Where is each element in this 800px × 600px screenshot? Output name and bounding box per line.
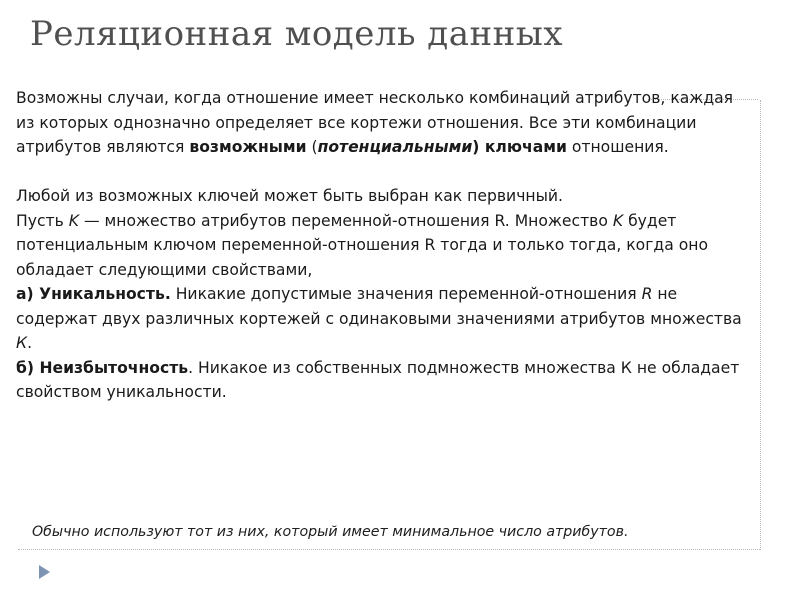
slide-title: Реляционная модель данных [30, 14, 564, 54]
def-text-1: Пусть [16, 211, 69, 230]
var-k3: К [16, 334, 28, 352]
var-k1: K [68, 211, 79, 230]
slide-body [16, 86, 751, 405]
slide-footnote: Обычно используют тот из них, который имеет минимальное число атрибутов. [32, 524, 629, 540]
paragraph-definition [16, 209, 751, 283]
para1-end: отношения. [566, 138, 669, 156]
def-text-2: — множество атрибутов переменной-отношения R. Множество [79, 211, 613, 230]
irreducibility-text: . Никакое из собственных подмножеств множества К не обладает свойством уникальности. [16, 358, 740, 401]
term-keys: ) ключами [472, 138, 567, 156]
triangle-right-icon[interactable] [39, 565, 50, 579]
line-any-key: Любой из возможных ключей может быть выбран как первичный. [16, 187, 564, 205]
uniqueness-label: а) Уникальность. [16, 285, 171, 303]
irreducibility-label: б) Неизбыточность [16, 358, 189, 377]
uniqueness-text-1: Никакие допустимые значения переменной-отношения [170, 285, 642, 303]
decorative-rule-right [760, 100, 761, 550]
def-text-3: будет потенциальным ключом переменной-отношения R тогда и только тогда, когда оно обладает следующими свойствами, [16, 211, 708, 279]
term-possible: возможными [189, 138, 307, 156]
uniqueness-text-2: не содержат двух различных кортежей с одинаковыми значениями атрибутов множества [16, 285, 742, 328]
paragraph-possible-keys [16, 86, 751, 160]
uniqueness-text-3: . [27, 334, 33, 352]
property-irreducibility [16, 356, 751, 405]
para1-text: Возможны случаи, когда отношение имеет несколько комбинаций атрибутов, каждая из которых однозначно определяет все кортежи отношения. Все эти комбинации атрибутов являются [16, 89, 734, 156]
term-potential: потенциальными [317, 138, 473, 156]
spacer [16, 160, 751, 185]
var-k2: K [612, 211, 624, 230]
para1-paren: ( [306, 138, 318, 156]
decorative-rule-bottom [18, 549, 760, 550]
var-r: R [641, 285, 653, 303]
property-uniqueness [16, 282, 751, 356]
